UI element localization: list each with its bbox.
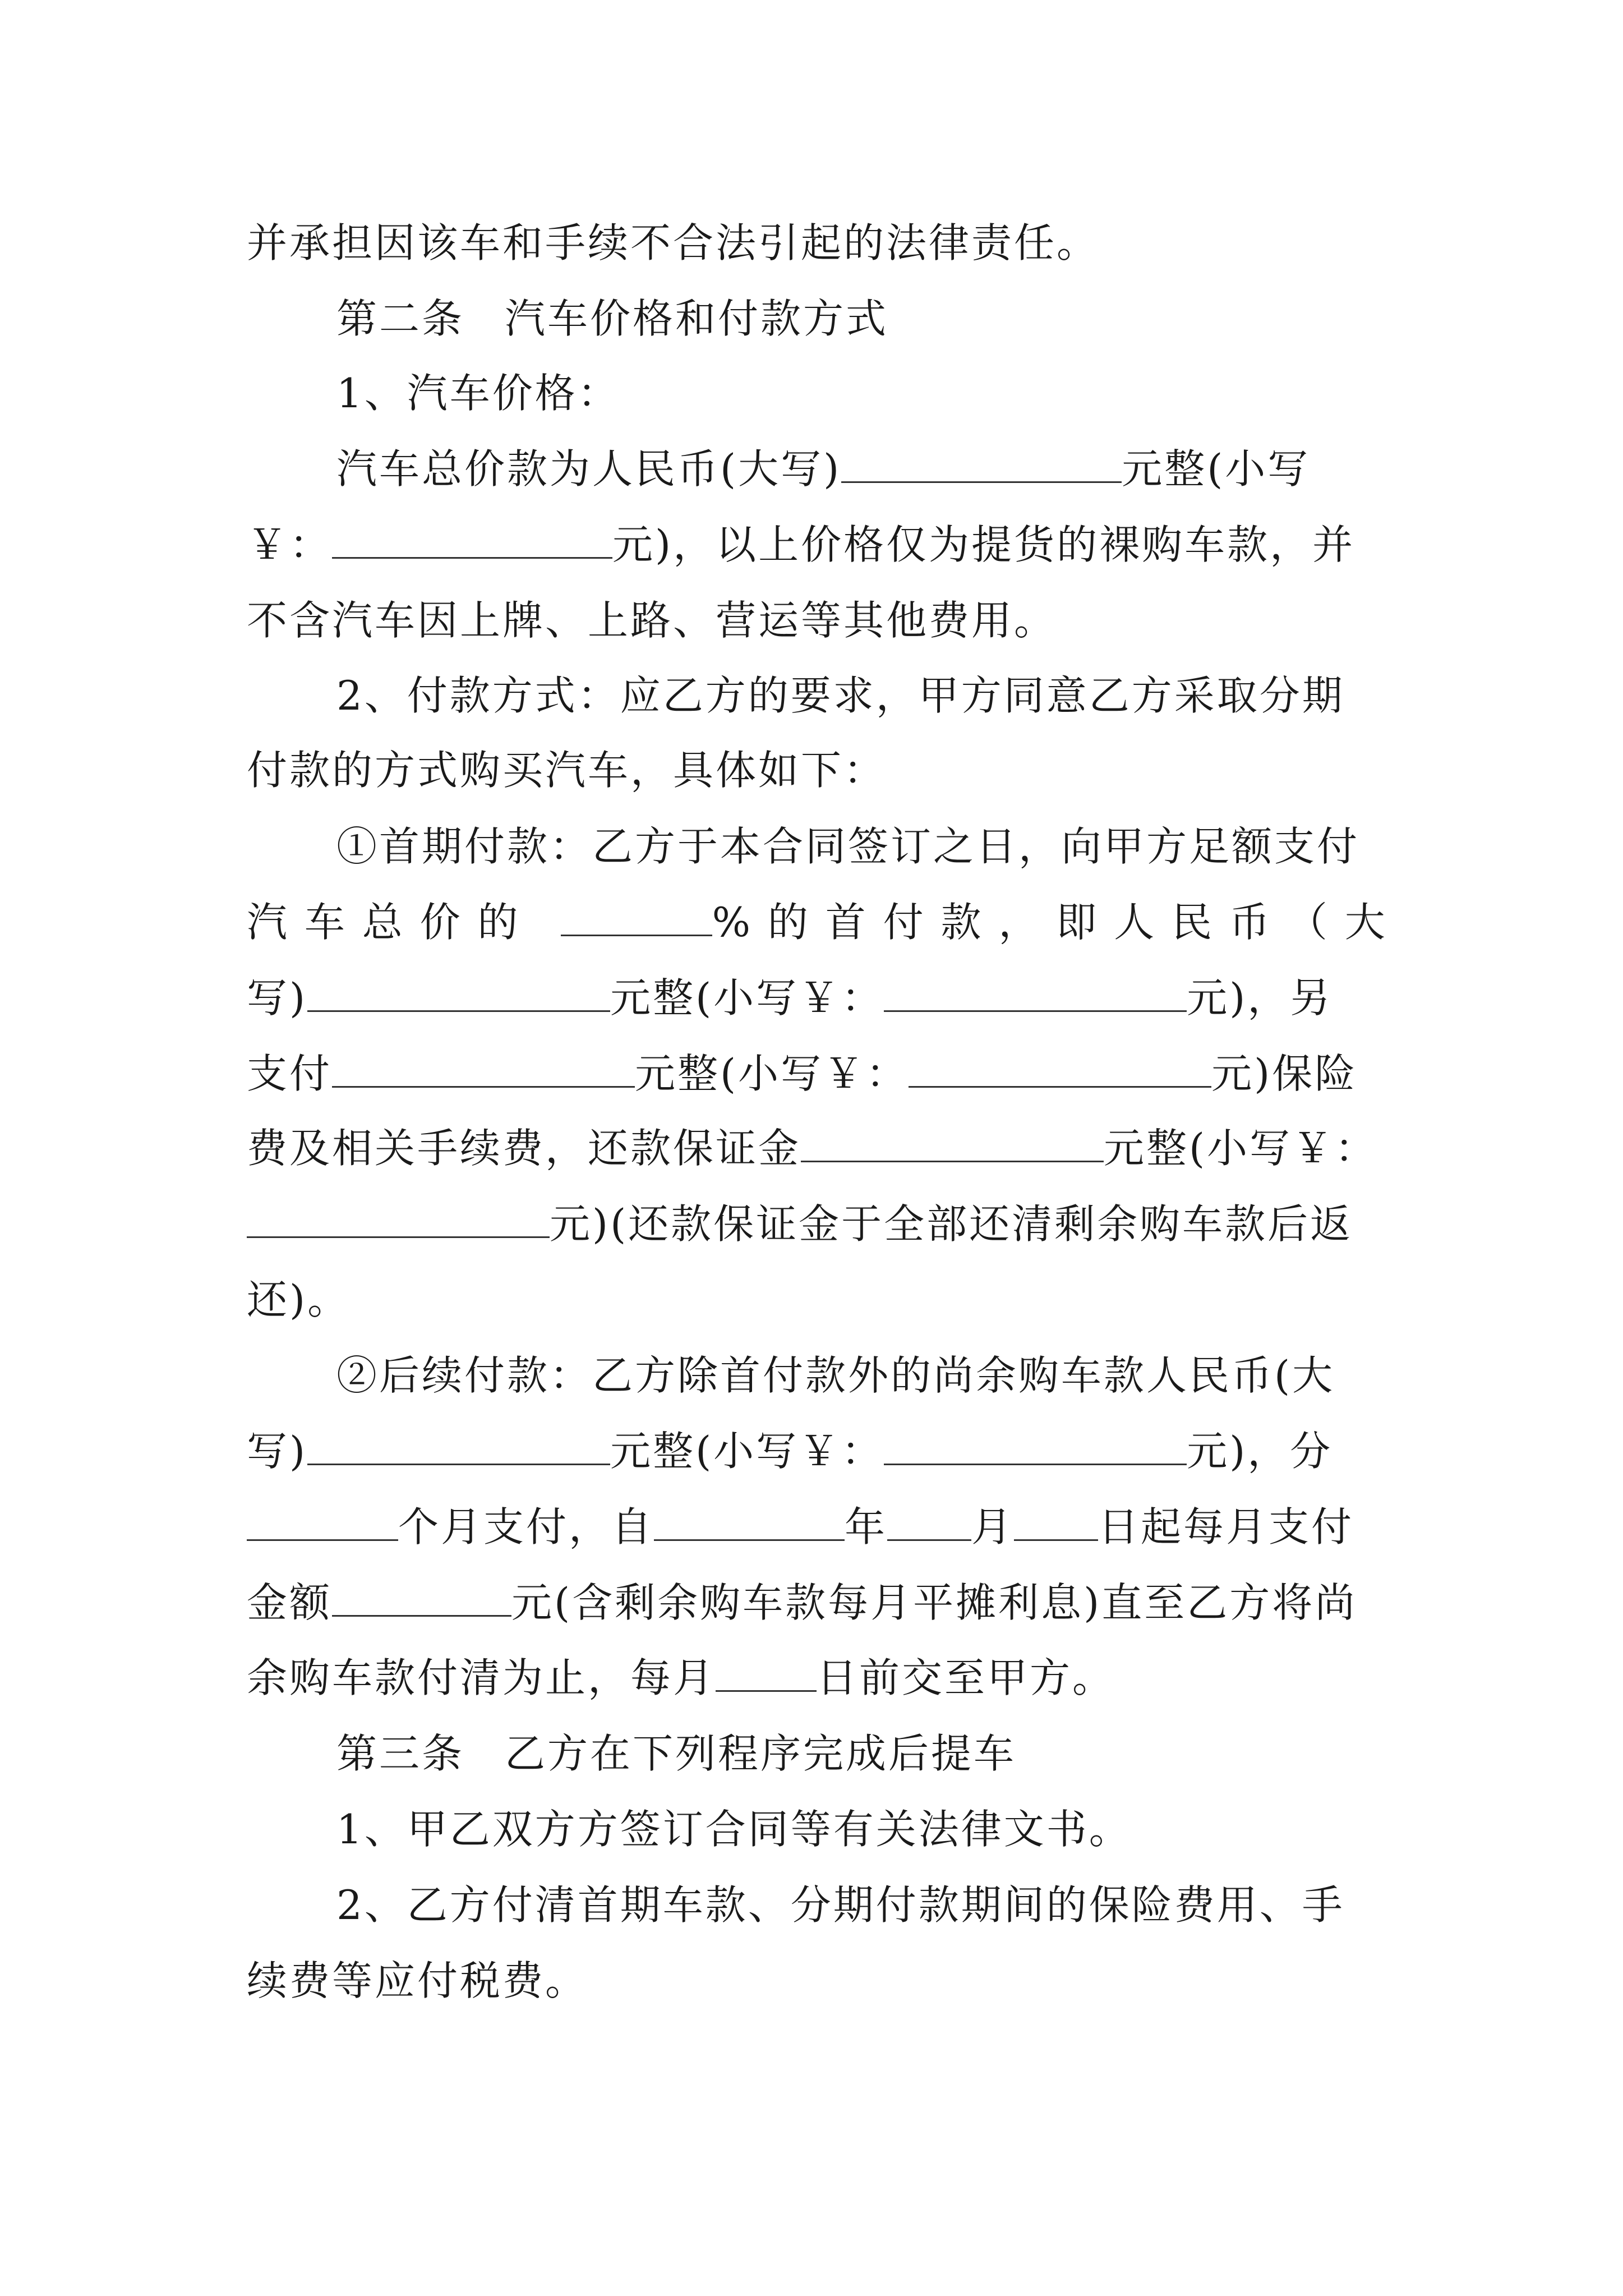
paragraph-line: 1、汽车价格： [336, 370, 620, 417]
fill-blank [307, 976, 610, 1012]
line-text: 元整(小写￥： [610, 974, 884, 1022]
section-heading [336, 1726, 1380, 1782]
line-text: 元(含剩余购车款每月平摊利息)直至乙方将尚 [511, 1579, 1358, 1626]
paragraph-line: 2、乙方付清首期车款、分期付款期间的保险费用、手 [336, 1881, 1345, 1929]
fill-blank [332, 1580, 511, 1617]
line-text: 支付 [247, 1050, 333, 1097]
line-text: 元整(小写￥： [1104, 1125, 1378, 1172]
section-number: 第二条 [336, 295, 465, 342]
paragraph-line [247, 1196, 1380, 1252]
line-text: 个月支付，自 [398, 1503, 654, 1550]
paragraph-line [247, 1046, 1380, 1102]
fill-blank [332, 1051, 635, 1088]
paragraph-line [247, 1120, 1380, 1176]
fill-blank [884, 976, 1187, 1012]
paragraph-line: ①首期付款：乙方于本合同签订之日，向甲方足额支付 [336, 823, 1360, 870]
paragraph-line [247, 517, 1380, 573]
line-text: 汽 车 总 价 的 [247, 899, 520, 946]
line-text: 元)，以上价格仅为提货的裸购车款，并 [612, 521, 1355, 568]
fill-blank [716, 1655, 817, 1692]
line-text: 汽车总价款为人民币(大写) [336, 445, 842, 493]
line-text: % 的 首 付 款 ， 即 人 民 币 （ 大 [712, 899, 1387, 946]
fill-blank [247, 1202, 550, 1238]
line-text: 元整(小写 [1122, 445, 1311, 493]
paragraph-line [247, 894, 1387, 950]
paragraph-line: 2、付款方式：应乙方的要求，甲方同意乙方采取分期 [336, 672, 1345, 719]
section-heading [336, 291, 1380, 347]
line-text: 元)，分 [1187, 1428, 1333, 1475]
fill-blank [247, 1504, 398, 1541]
line-text: 元)，另 [1187, 974, 1333, 1022]
paragraph-line [247, 1499, 1380, 1555]
line-text: 费及相关手续费，还款保证金 [247, 1125, 801, 1172]
line-text: 月 [971, 1503, 1015, 1550]
line-text: 年 [845, 1503, 888, 1550]
fill-blank [1014, 1504, 1098, 1541]
paragraph-line: 不含汽车因上牌、上路、营运等其他费用。 [247, 597, 1057, 644]
line-text: 日起每月支付 [1098, 1503, 1354, 1550]
section-title: 汽车价格和付款方式 [505, 295, 889, 342]
line-text: 余购车款付清为止，每月 [247, 1654, 716, 1701]
paragraph-line: 付款的方式购买汽车，具体如下： [247, 747, 887, 794]
fill-blank [909, 1051, 1211, 1088]
line-text: 日前交至甲方。 [817, 1654, 1115, 1701]
paragraph-line [247, 1575, 1380, 1631]
fill-blank [801, 1126, 1104, 1162]
paragraph-line [247, 970, 1380, 1026]
paragraph-line: ②后续付款：乙方除首付款外的尚余购车款人民币(大 [336, 1352, 1335, 1399]
fill-blank [561, 900, 712, 936]
paragraph-line: 续费等应付税费。 [247, 1957, 588, 2004]
fill-blank [887, 1504, 971, 1541]
line-text: 元)(还款保证金于全部还清剩余购车款后返 [550, 1200, 1353, 1248]
line-text: 元整(小写￥： [610, 1428, 884, 1475]
fill-blank [841, 447, 1122, 483]
line-text: 元整(小写￥： [635, 1050, 909, 1097]
fill-blank [332, 522, 612, 559]
paragraph-line: 还)。 [247, 1276, 351, 1323]
paragraph-line [336, 441, 1380, 497]
paragraph-line: 并承担因该车和手续不合法引起的法律责任。 [247, 219, 1100, 266]
paragraph-line [247, 1650, 1380, 1706]
section-title: 乙方在下列程序完成后提车 [505, 1730, 1017, 1777]
paragraph-line: 1、甲乙双方方签订合同等有关法律文书。 [336, 1806, 1132, 1853]
line-text: 金额 [247, 1579, 333, 1626]
fill-blank [884, 1429, 1187, 1465]
line-text: 元)保险 [1211, 1050, 1358, 1097]
fill-blank [654, 1504, 845, 1541]
section-number: 第三条 [336, 1730, 465, 1777]
paragraph-line [247, 1423, 1380, 1479]
line-text: 写) [247, 1428, 308, 1475]
fill-blank [307, 1429, 610, 1465]
line-text: ￥： [247, 521, 333, 568]
line-text: 写) [247, 974, 308, 1022]
